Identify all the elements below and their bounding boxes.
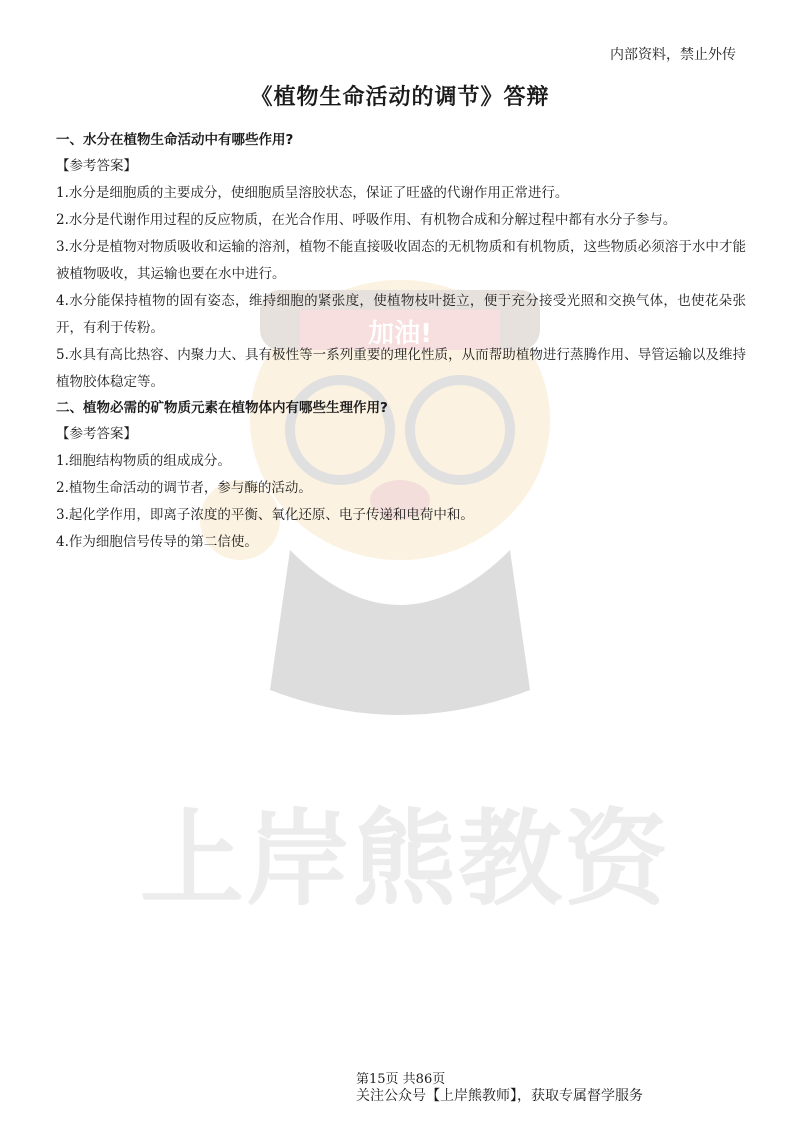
answer-item: 2.水分是代谢作用过程的反应物质，在光合作用、呼吸作用、有机物合成和分解过程中都有水分子参与。 — [56, 212, 677, 228]
confidential-note: 内部资料，禁止外传 — [610, 47, 736, 63]
footer-notice: 关注公众号【上岸熊教师】，获取专属督学服务 — [356, 1088, 643, 1104]
page-title: 《植物生命活动的调节》答辩 — [250, 85, 550, 110]
page-number: 第15页 共86页 — [356, 1072, 446, 1087]
answer-item: 5.水具有高比热容、内聚力大、具有极性等一系列重要的理化性质，从而帮助植物进行蒸腾作用、导管运输以及维持植物胶体稳定等。 — [56, 347, 746, 390]
answer-item: 1.水分是细胞质的主要成分，使细胞质呈溶胶状态，保证了旺盛的代谢作用正常进行。 — [56, 185, 569, 201]
document-body — [56, 128, 746, 556]
answer-item: 2.植物生命活动的调节者，参与酶的活动。 — [56, 480, 312, 496]
mascot-badge-text: 加油! — [368, 319, 432, 349]
answer-item: 3.起化学作用，即离子浓度的平衡、氧化还原、电子传递和电荷中和。 — [56, 507, 474, 523]
answer-label: 【参考答案】 — [56, 426, 137, 442]
answer-label: 【参考答案】 — [56, 158, 137, 174]
answer-item: 1.细胞结构物质的组成成分。 — [56, 453, 231, 469]
section-1 — [56, 128, 746, 396]
watermark-text: 上岸熊教资 — [140, 798, 671, 920]
answer-item: 4.作为细胞信号传导的第二信使。 — [56, 534, 258, 550]
answer-item: 3.水分是植物对物质吸收和运输的溶剂，植物不能直接吸收固态的无机物质和有机物质，这些物质必须溶于水中才能被植物吸收，其运输也要在水中进行。 — [56, 239, 746, 282]
section-2 — [56, 396, 746, 556]
section-heading: 一、水分在植物生命活动中有哪些作用? — [56, 132, 294, 148]
answer-item: 4.水分能保持植物的固有姿态，维持细胞的紧张度，使植物枝叶挺立，便于充分接受光照和交换气体，也使花朵张开，有利于传粉。 — [56, 293, 746, 336]
section-heading: 二、植物必需的矿物质元素在植物体内有哪些生理作用? — [56, 400, 388, 416]
page-footer — [356, 1072, 643, 1104]
